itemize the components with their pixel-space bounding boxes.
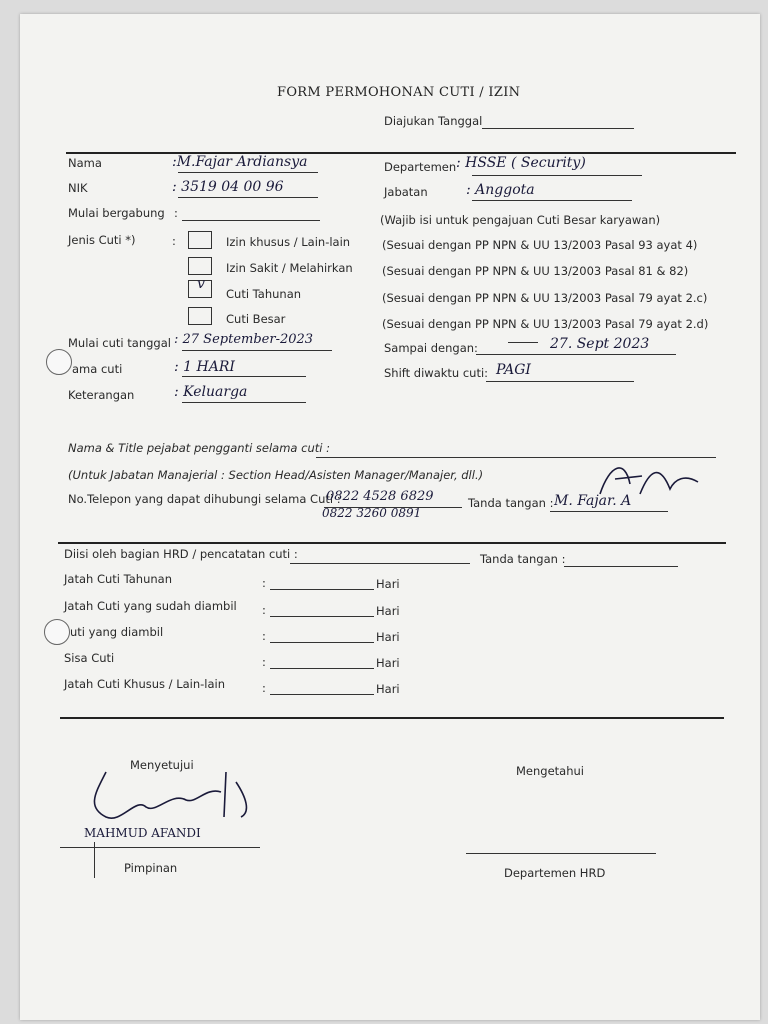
hrd-row-colon: : — [262, 681, 266, 695]
punch-hole-bottom — [44, 619, 70, 645]
substitute-signature-value: M. Fajar. A — [554, 493, 632, 509]
hrd-row-unit: Hari — [376, 577, 400, 591]
approval-divider — [60, 717, 724, 719]
hrd-row-line — [270, 668, 374, 669]
hrd-row-label: Jatah Cuti Khusus / Lain-lain — [64, 677, 226, 691]
department-label: Departemen — [384, 160, 457, 174]
submitted-date-label: Diajukan Tanggal — [384, 114, 483, 128]
hrd-row-line — [270, 642, 374, 643]
hrd-filled-by-line — [290, 563, 470, 564]
approved-label: Menyetujui — [130, 758, 194, 772]
hrd-divider — [58, 542, 726, 544]
form-title: FORM PERMOHONAN CUTI / IZIN — [277, 85, 521, 100]
start-date-line — [182, 350, 332, 351]
hrd-row-label: Jatah Cuti Tahunan — [64, 572, 172, 586]
substitute-signature-label: Tanda tangan : — [468, 496, 554, 510]
leave-type-reference-cuti-besar: (Sesuai dengan PP NPN & UU 13/2003 Pasal 79 ayat 2.d) — [382, 317, 709, 331]
hrd-row-colon: : — [262, 576, 266, 590]
hrd-signature-line — [564, 566, 678, 567]
substitute-signature-line — [550, 511, 668, 512]
hrd-row-unit: Hari — [376, 604, 400, 618]
leave-type-checkbox-cuti-besar[interactable] — [188, 307, 212, 325]
leave-type-label-izin-khusus: Izin khusus / Lain-lain — [226, 235, 351, 249]
leave-type-checkbox-izin-khusus[interactable] — [188, 231, 212, 249]
department-value: : HSSE ( Security) — [456, 155, 586, 171]
hrd-row-colon: : — [262, 655, 266, 669]
shift-label: Shift diwaktu cuti: — [384, 366, 489, 380]
submitted-date-line — [482, 128, 634, 129]
duration-line — [182, 376, 306, 377]
nik-label: NIK — [68, 181, 88, 195]
hrd-row-unit: Hari — [376, 656, 400, 670]
check-mark-cuti-tahunan: v — [197, 276, 205, 292]
remarks-label: Keterangan — [68, 388, 135, 402]
hrd-row-label: uti yang diambil — [70, 625, 164, 639]
phone-value-1: 0822 4528 6829 — [326, 489, 434, 504]
duration-value: : 1 HARI — [174, 359, 235, 375]
hrd-row-line — [270, 589, 374, 590]
leave-type-reference-izin-khusus: (Sesuai dengan PP NPN & UU 13/2003 Pasal 93 ayat 4) — [382, 238, 698, 252]
start-date-value: : 27 September-2023 — [174, 332, 314, 347]
approver-line — [60, 847, 260, 848]
leave-type-label: Jenis Cuti *) — [68, 233, 136, 247]
leave-type-checkbox-izin-sakit[interactable] — [188, 257, 212, 275]
join-date-line — [182, 220, 320, 221]
phone-value-2: 0822 3260 0891 — [322, 506, 422, 520]
managerial-note: (Untuk Jabatan Manajerial : Section Head/Asisten Manager/Manajer, dll.) — [68, 468, 484, 482]
acknowledged-label: Mengetahui — [516, 764, 584, 778]
name-label: Nama — [68, 156, 102, 170]
until-date-line — [476, 354, 676, 355]
shift-value: PAGI — [496, 362, 531, 378]
position-value: : Anggota — [466, 182, 535, 198]
cuti-besar-note: (Wajib isi untuk pengajuan Cuti Besar karyawan) — [380, 213, 661, 227]
until-date-value: 27. Sept 2023 — [550, 336, 650, 352]
substitute-signature-scribble — [580, 454, 710, 504]
hrd-row-unit: Hari — [376, 630, 400, 644]
until-date-label: Sampai dengan: — [384, 341, 478, 355]
leave-type-label-cuti-besar: Cuti Besar — [226, 312, 286, 326]
start-date-label: Mulai cuti tanggal — [68, 336, 171, 350]
name-line — [178, 172, 318, 173]
department-line — [472, 175, 642, 176]
approver-role: Pimpinan — [124, 861, 178, 875]
shift-line — [486, 381, 634, 382]
join-date-label: Mulai bergabung — [68, 206, 165, 220]
approver-name: MAHMUD AFANDI — [84, 826, 201, 840]
leave-type-label-cuti-tahunan: Cuti Tahunan — [226, 287, 302, 301]
hrd-role: Departemen HRD — [504, 866, 606, 880]
duration-label: ama cuti — [72, 362, 123, 376]
substitute-label: Nama & Title pejabat pengganti selama cuti : — [68, 441, 330, 455]
leave-type-reference-izin-sakit: (Sesuai dengan PP NPN & UU 13/2003 Pasal 81 & 82) — [382, 264, 689, 278]
position-line — [472, 200, 632, 201]
until-date-dash — [508, 342, 538, 343]
hrd-row-label: Jatah Cuti yang sudah diambil — [64, 599, 237, 613]
hrd-filled-by-label: Diisi oleh bagian HRD / pencatatan cuti : — [64, 547, 298, 561]
header-divider — [66, 152, 736, 154]
leave-type-colon: : — [172, 234, 176, 248]
nik-value: : 3519 04 00 96 — [172, 179, 284, 195]
hrd-row-label: Sisa Cuti — [64, 651, 115, 665]
hrd-row-line — [270, 694, 374, 695]
remarks-value: : Keluarga — [174, 384, 248, 400]
form-paper — [20, 14, 760, 1020]
join-date-colon: : — [174, 206, 178, 220]
hrd-signature-label: Tanda tangan : — [480, 552, 566, 566]
hrd-row-line — [270, 616, 374, 617]
name-value: :M.Fajar Ardiansya — [172, 154, 308, 170]
hrd-row-colon: : — [262, 603, 266, 617]
position-label: Jabatan — [384, 185, 428, 199]
leave-type-reference-cuti-tahunan: (Sesuai dengan PP NPN & UU 13/2003 Pasal 79 ayat 2.c) — [382, 291, 708, 305]
phone-label: No.Telepon yang dapat dihubungi selama Cuti : — [68, 492, 341, 506]
approver-signature-scribble — [76, 762, 276, 832]
leave-type-label-izin-sakit: Izin Sakit / Melahirkan — [226, 261, 353, 275]
punch-hole-top — [46, 349, 72, 375]
remarks-line — [182, 402, 306, 403]
nik-line — [178, 197, 318, 198]
approver-stroke — [94, 842, 95, 878]
hrd-row-unit: Hari — [376, 682, 400, 696]
hrd-row-colon: : — [262, 629, 266, 643]
hrd-approval-line — [466, 853, 656, 854]
